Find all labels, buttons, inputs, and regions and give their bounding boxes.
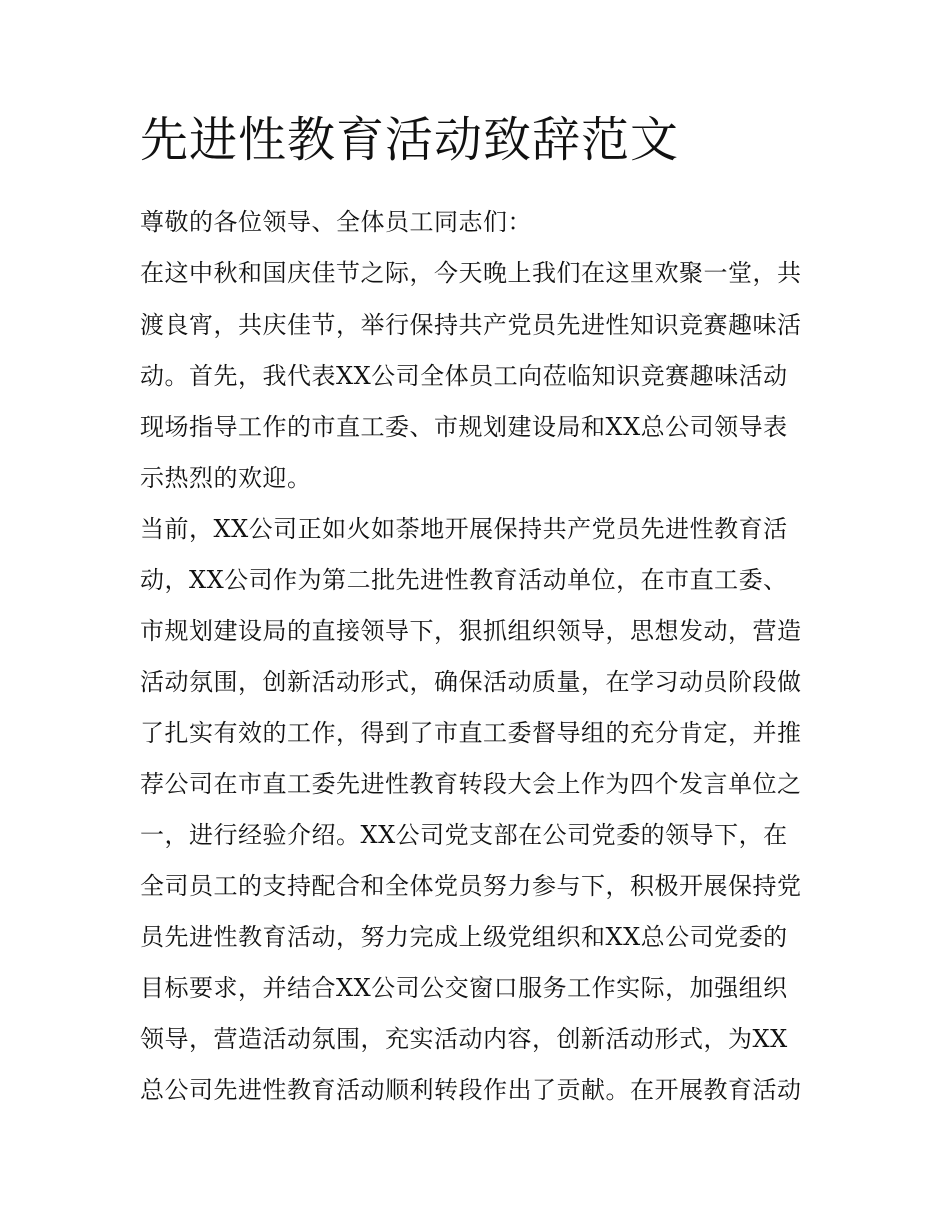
body-line: 领导，营造活动氛围，充实活动内容，创新活动形式，为XX <box>140 1025 788 1053</box>
body-line: 全司员工的支持配合和全体党员努力参与下，积极开展保持党 <box>140 872 802 900</box>
body-line: 总公司先进性教育活动顺利转段作出了贡献。在开展教育活动 <box>140 1076 802 1104</box>
body-line: 现场指导工作的市直工委、市规划建设局和XX总公司领导表 <box>140 413 788 441</box>
document-title: 先进性教育活动致辞范文 <box>140 112 680 168</box>
body-line: 渡良宵，共庆佳节，举行保持共产党员先进性知识竞赛趣味活 <box>140 311 802 339</box>
body-line: 示热烈的欢迎。 <box>140 464 312 492</box>
body-line: 了扎实有效的工作，得到了市直工委督导组的充分肯定，并推 <box>140 719 802 747</box>
body-line: 荐公司在市直工委先进性教育转段大会上作为四个发言单位之 <box>140 770 802 798</box>
body-line: 动。首先，我代表XX公司全体员工向莅临知识竞赛趣味活动 <box>140 362 788 390</box>
body-line: 当前，XX公司正如火如荼地开展保持共产党员先进性教育活 <box>140 515 788 543</box>
body-line: 一，进行经验介绍。XX公司党支部在公司党委的领导下，在 <box>140 821 788 849</box>
body-line: 动，XX公司作为第二批先进性教育活动单位，在市直工委、 <box>140 566 788 594</box>
body-line: 活动氛围，创新活动形式，确保活动质量，在学习动员阶段做 <box>140 668 802 696</box>
body-line: 市规划建设局的直接领导下，狠抓组织领导，思想发动，营造 <box>140 617 802 645</box>
body-line: 目标要求，并结合XX公司公交窗口服务工作实际，加强组织 <box>140 974 788 1002</box>
body-line: 在这中秋和国庆佳节之际，今天晚上我们在这里欢聚一堂，共 <box>140 259 802 287</box>
body-line-salutation: 尊敬的各位领导、全体员工同志们： <box>140 208 532 236</box>
body-line: 员先进性教育活动，努力完成上级党组织和XX总公司党委的 <box>140 923 788 951</box>
